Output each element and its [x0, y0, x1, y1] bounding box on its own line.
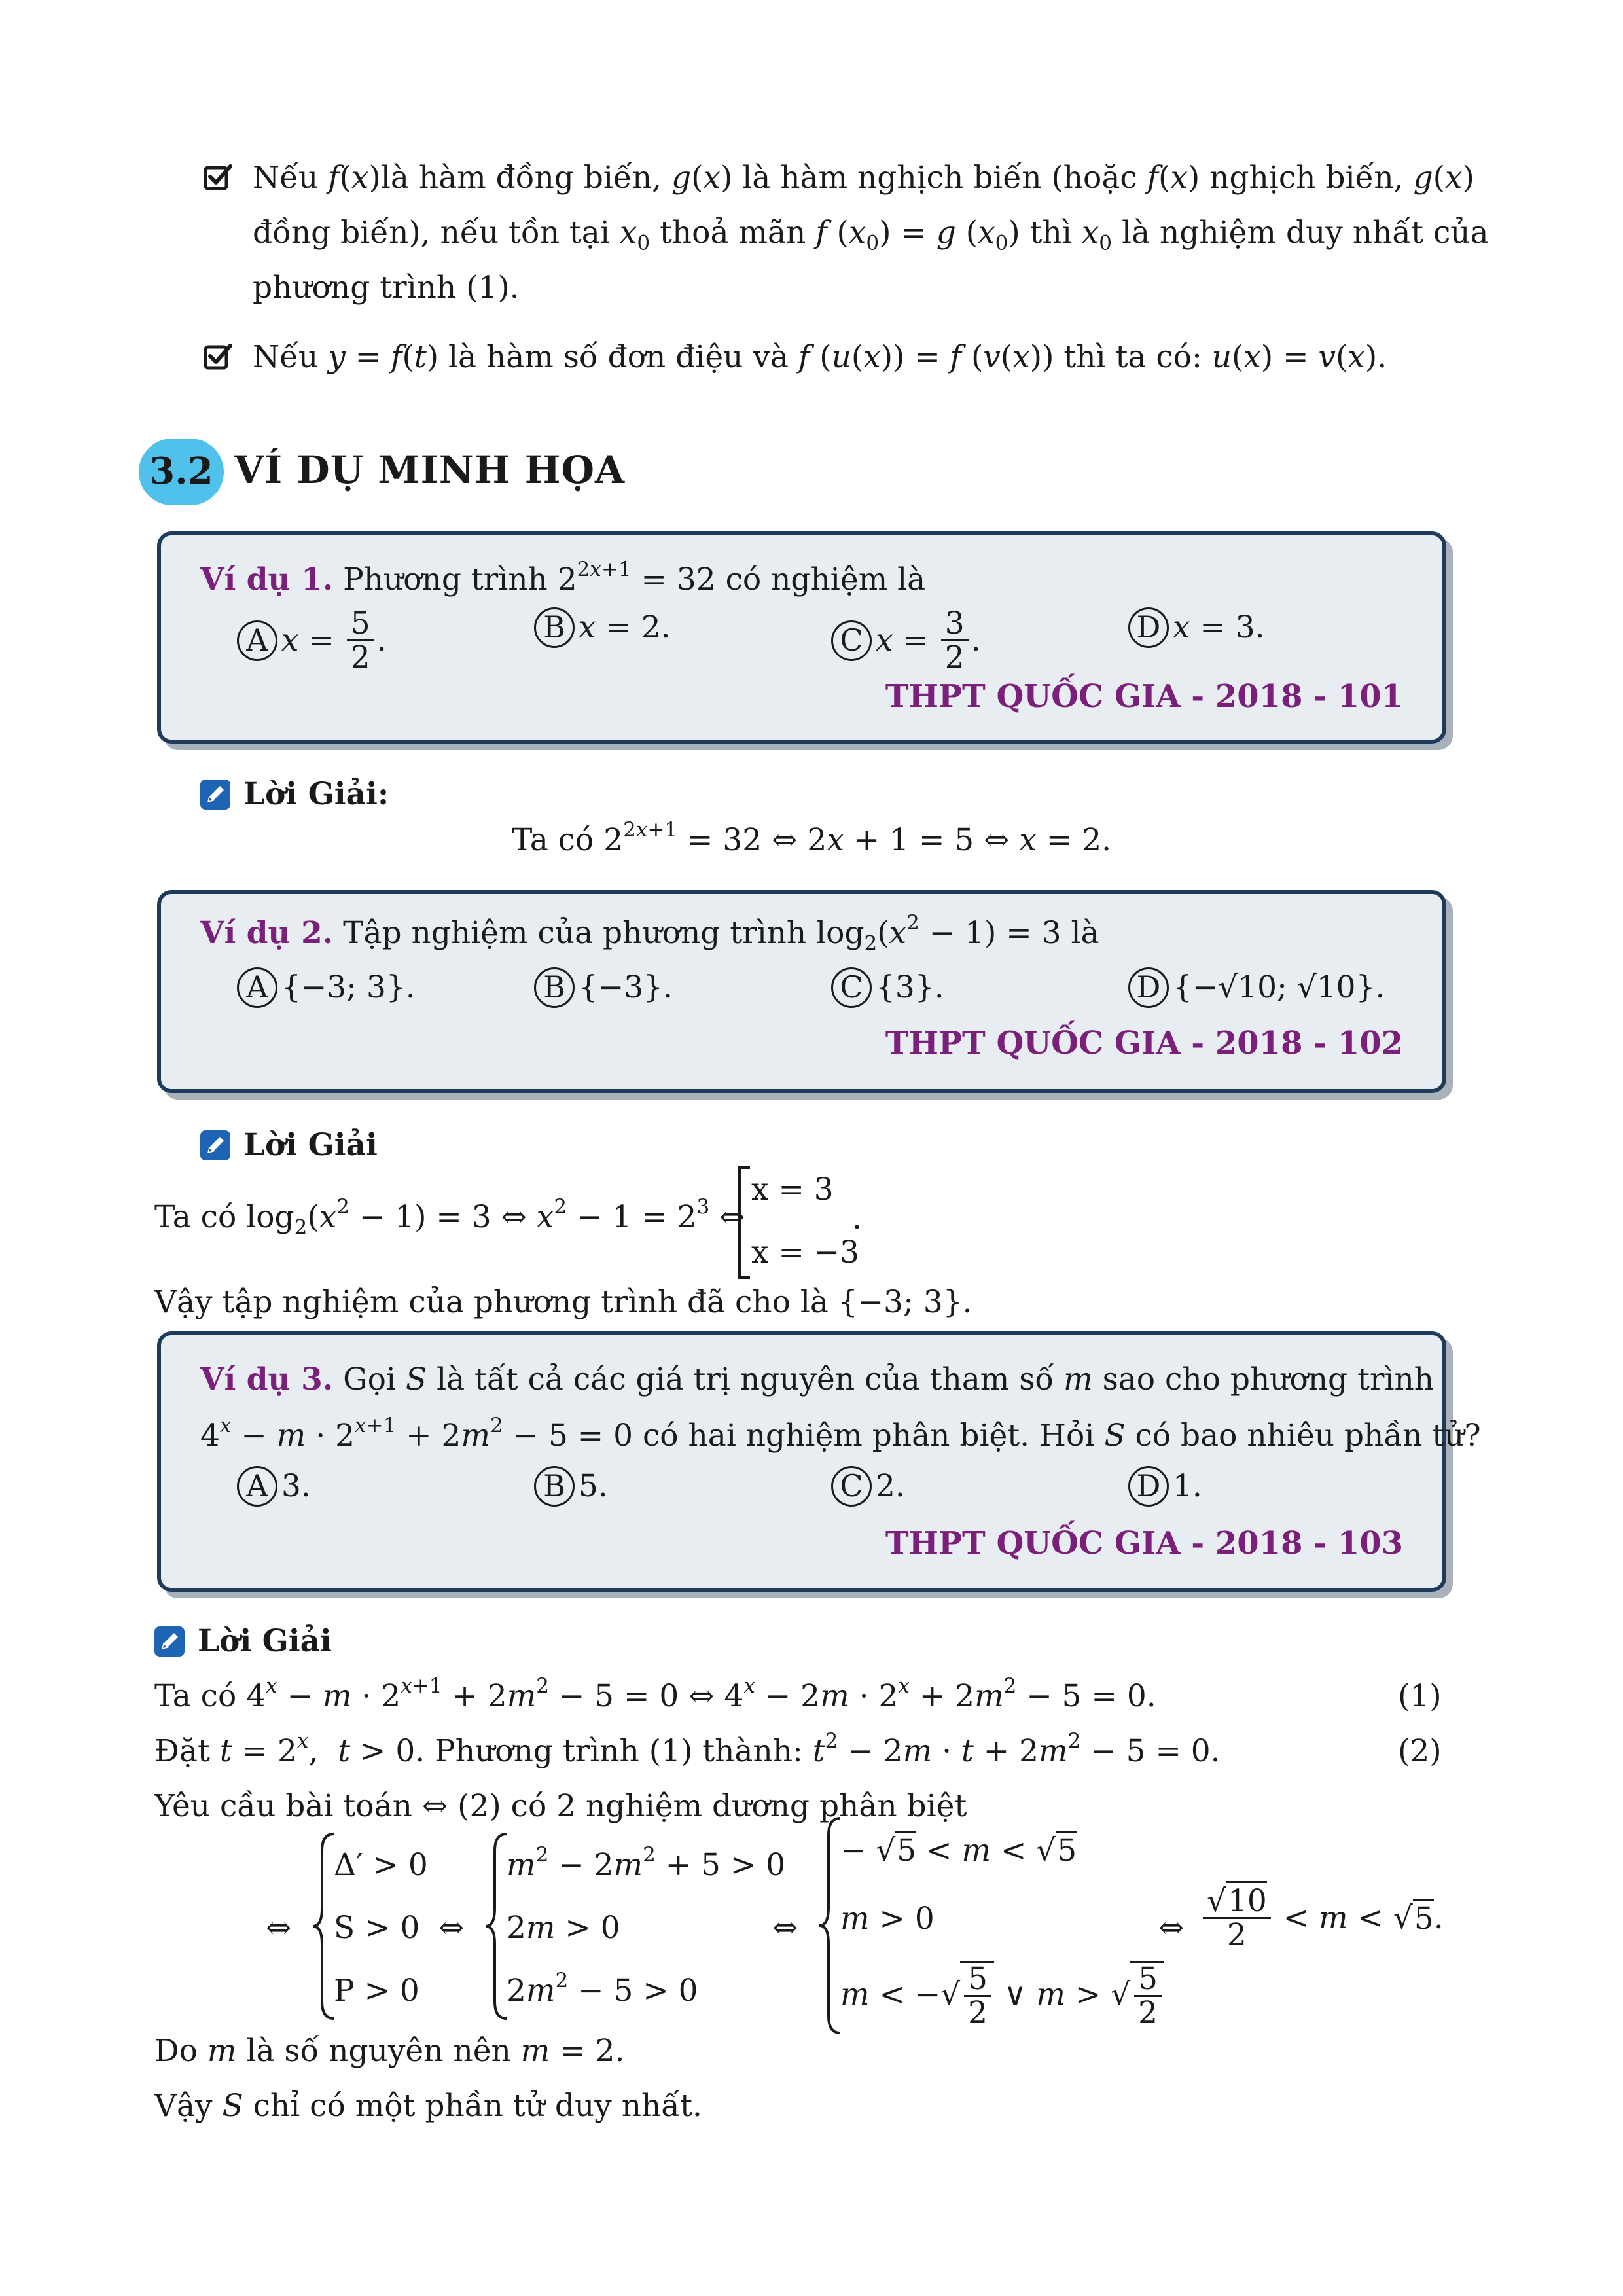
example-3-option-a[interactable]: A 3. [237, 1466, 311, 1507]
system-1-row-3: P > 0 [334, 1973, 419, 2009]
system-1-row-1: Δ′ > 0 [334, 1847, 428, 1883]
equation-tag-2: (2) [1398, 1733, 1442, 1769]
theory-item-1-line-1: Nếu f(x)là hàm đồng biến, g(x) là hàm nghịch biến (hoặc f(x) nghịch biến, g(x) [253, 160, 1474, 196]
equiv-symbol: ⇔ [772, 1910, 798, 1946]
example-1-box [157, 531, 1446, 744]
solution-3-heading: Lời Giải [154, 1623, 332, 1660]
solution-3-line-5: Vậy S chỉ có một phần tử duy nhất. [154, 2088, 702, 2124]
example-2-option-b[interactable]: B {−3}. [534, 967, 673, 1008]
equation-tag-1: (1) [1398, 1678, 1442, 1714]
example-3-question-line-2: $4^x - m \cdot 2^{x+1} + 2m^2 - 5 = 0$ có hai nghiệm phân biệt. Hỏi S có bao nhiêu phần tử? [200, 1413, 1481, 1454]
solution-3-line-1: Ta có $4^x - m \cdot 2^{x+1} + 2m^2 - 5 = 0$ ⇔ $4^x - 2m \cdot 2^x + 2m^2 - 5 = 0$. [154, 1674, 1156, 1714]
example-2-label: Ví dụ 2. [200, 915, 334, 951]
section-title: VÍ DỤ MINH HỌA [234, 448, 626, 492]
theory-item-1-line-2: đồng biến), nếu tồn tại $x_0$ thoả mãn f $(x_0) = g$ $(x_0)$ thì $x_0$ là nghiệm duy nhất của [253, 215, 1489, 255]
solution-3-line-3: Yêu cầu bài toán ⇔ (2) có 2 nghiệm dương phân biệt [154, 1788, 967, 1824]
example-3-option-b[interactable]: B 5. [534, 1466, 608, 1507]
example-3-source: THPT QUỐC GIA - 2018 - 103 [885, 1525, 1403, 1562]
example-2-option-a[interactable]: A {−3; 3}. [237, 967, 416, 1008]
solution-2-period: . [852, 1200, 862, 1236]
example-1-option-b[interactable]: B x = 2. [534, 607, 671, 648]
equiv-symbol: ⇔ [1158, 1910, 1185, 1946]
solution-3-line-4: Do m là số nguyên nên m = 2. [154, 2033, 625, 2069]
pencil-icon [200, 780, 230, 810]
example-1-question: Ví dụ 1. Phương trình $2^{2x+1} = 32$ có nghiệm là [200, 557, 926, 598]
example-1-source: THPT QUỐC GIA - 2018 - 101 [885, 678, 1403, 715]
pencil-icon [154, 1626, 185, 1657]
example-2-option-c[interactable]: C {3}. [831, 967, 944, 1008]
example-3-option-d[interactable]: D 1. [1128, 1466, 1202, 1507]
system-3-row-2: m > 0 [840, 1901, 935, 1937]
theory-item-1-line-3: phương trình (1). [253, 270, 520, 306]
checkbox-check-icon [203, 342, 233, 372]
brace-system-1 [310, 1831, 336, 2021]
theory-item-2: Nếu y = f(t) là hàm số đơn điệu và f (u(x)) = f (v(x)) thì ta có: u(x) = v(x). [253, 339, 1387, 375]
example-3-label: Ví dụ 3. [200, 1361, 334, 1397]
system-3-row-1: − √5 < m < √5 [840, 1833, 1077, 1869]
system-3-row-3: m < −√ $\frac{5}{2}$ ∨ m > √ $\frac{5}{2}$ [840, 1961, 1164, 2030]
example-1-option-c[interactable]: C x = $\frac{3}{2}$ . [831, 607, 981, 674]
solution-1-heading: Lời Giải: [200, 776, 389, 813]
example-1-option-a[interactable]: A x = $\frac{5}{2}$ . [237, 607, 387, 674]
equiv-symbol: ⇔ [438, 1910, 465, 1946]
example-1-option-d[interactable]: D x = 3. [1128, 607, 1265, 648]
checkbox-check-icon [203, 162, 233, 192]
example-2-source: THPT QUỐC GIA - 2018 - 102 [885, 1025, 1403, 1062]
system-2-row-3: $2m^2 - 5 > 0$ [507, 1968, 698, 2009]
solution-2-case-2: x = −3 [751, 1234, 860, 1270]
example-2-question: Ví dụ 2. Tập nghiệm của phương trình $\log_2(x^2 - 1) = 3$ là [200, 910, 1099, 956]
solution-2-lead: Ta có $\log_2(x^2 - 1) = 3$ ⇔ $x^2 - 1 = 2^3$ ⇔ [154, 1194, 745, 1240]
brace-system-3 [817, 1816, 843, 2036]
example-3-box [157, 1331, 1481, 1592]
system-2-row-2: 2m > 0 [507, 1910, 620, 1946]
example-2-box [157, 890, 1446, 1093]
solution-2-heading: Lời Giải [200, 1127, 378, 1164]
example-3-option-c[interactable]: C 2. [831, 1466, 905, 1507]
section-number-badge: 3.2 [139, 439, 224, 505]
solution-2-case-1: x = 3 [751, 1172, 834, 1208]
solution-3-line-2: Đặt $t = 2^x$, t > 0. Phương trình (1) thành: $t^2 - 2m \cdot t + 2m^2 - 5 = 0$. [154, 1729, 1221, 1769]
example-2-option-d[interactable]: D {−√10; √10}. [1128, 967, 1385, 1008]
example-3-question-line-1: Ví dụ 3. Gọi S là tất cả các giá trị nguyên của tham số m sao cho phương trình [200, 1361, 1435, 1397]
solution-1-line: Ta có $2^{2x+1} = 32$ ⇔ 2x + 1 = 5 ⇔ x = 2. [512, 817, 1112, 858]
equiv-symbol: ⇔ [266, 1910, 292, 1946]
pencil-icon [200, 1130, 230, 1160]
example-1-label: Ví dụ 1. [200, 562, 334, 598]
system-1-row-2: S > 0 [334, 1910, 420, 1946]
system-2-row-1: $m^2 - 2m^2 + 5 > 0$ [507, 1842, 786, 1883]
solution-3-result: $\frac{√10}{2}$ < m < √ 5 . [1200, 1885, 1444, 1952]
solution-2-conclusion: Vậy tập nghiệm của phương trình đã cho là {−3; 3}. [154, 1284, 972, 1320]
brace-system-2 [483, 1831, 509, 2021]
bracket-cases [737, 1166, 751, 1279]
